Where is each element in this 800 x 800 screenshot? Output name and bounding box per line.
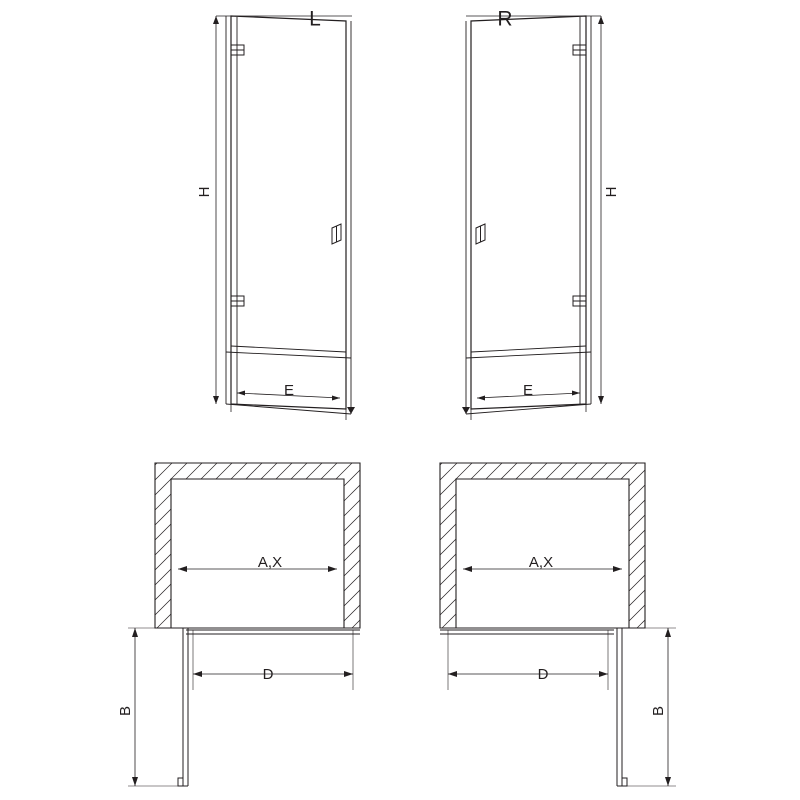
- arrow-e-right-2: [477, 396, 485, 401]
- glass-panel-left: [231, 16, 346, 409]
- label-width-bottom-right: E: [522, 381, 534, 399]
- label-right-view: R: [497, 7, 513, 31]
- arrow-e-left-1: [237, 391, 245, 396]
- arrow-ax-right-1: [463, 566, 472, 572]
- label-left-view: L: [309, 7, 321, 31]
- label-height-right: H: [602, 186, 620, 198]
- arrow-b-left-1: [132, 628, 138, 637]
- arrow-b-right-1: [665, 628, 671, 637]
- plan-left-panel: [128, 455, 375, 786]
- glass-panel-right: [471, 16, 586, 409]
- door-handle-left: [332, 224, 341, 244]
- label-plan-right-top: A,X: [528, 553, 554, 571]
- arrow-b-left-2: [132, 777, 138, 786]
- arrow-h-right-top: [598, 16, 604, 24]
- label-plan-right-mid: D: [537, 665, 549, 683]
- hinge-upper-right: [573, 45, 586, 55]
- door-leaf-plan-left: [178, 628, 188, 786]
- arrow-ax-right-2: [613, 566, 622, 572]
- arrow-d-right-2: [599, 671, 608, 677]
- arrow-edge-left-bottom: [347, 407, 355, 414]
- door-leaf-plan-right: [617, 628, 627, 786]
- bottom-rail-line2: [226, 352, 351, 358]
- bottom-rail-top-line: [231, 346, 346, 352]
- arrow-b-right-2: [665, 777, 671, 786]
- label-plan-right-depth: B: [649, 705, 667, 717]
- label-height-left: H: [195, 186, 213, 198]
- label-width-bottom-left: E: [283, 381, 295, 399]
- arrow-e-left-2: [332, 396, 340, 401]
- bottom-rail-top-line-r: [471, 346, 586, 352]
- arrow-h-right-bottom: [598, 396, 604, 404]
- elevation-right-panel: [462, 16, 604, 420]
- arrow-ax-left-1: [178, 566, 187, 572]
- elevation-left-panel: [213, 16, 355, 420]
- arrow-d-right-1: [448, 671, 457, 677]
- label-plan-left-depth: B: [116, 705, 134, 717]
- hinge-upper-left: [231, 45, 244, 55]
- wall-outline-plan-left: [155, 463, 360, 628]
- bottom-rail-line2-r: [466, 352, 591, 358]
- arrow-d-left-2: [344, 671, 353, 677]
- label-plan-left-top: A,X: [257, 553, 283, 571]
- arrow-e-right-1: [572, 391, 580, 396]
- plan-right-panel: [435, 455, 676, 786]
- wall-hatch-right: [435, 455, 660, 635]
- wall-hatch-left: [150, 455, 375, 635]
- arrow-h-left-top: [213, 16, 219, 24]
- wall-outline-plan-right: [440, 463, 645, 628]
- arrow-h-left-bottom: [213, 396, 219, 404]
- door-handle-right: [476, 224, 485, 244]
- hinge-lower-left: [231, 296, 244, 306]
- hinge-lower-right: [573, 296, 586, 306]
- arrow-ax-left-2: [328, 566, 337, 572]
- arrow-d-left-1: [193, 671, 202, 677]
- label-plan-left-mid: D: [262, 665, 274, 683]
- arrow-edge-right-bottom: [462, 407, 470, 414]
